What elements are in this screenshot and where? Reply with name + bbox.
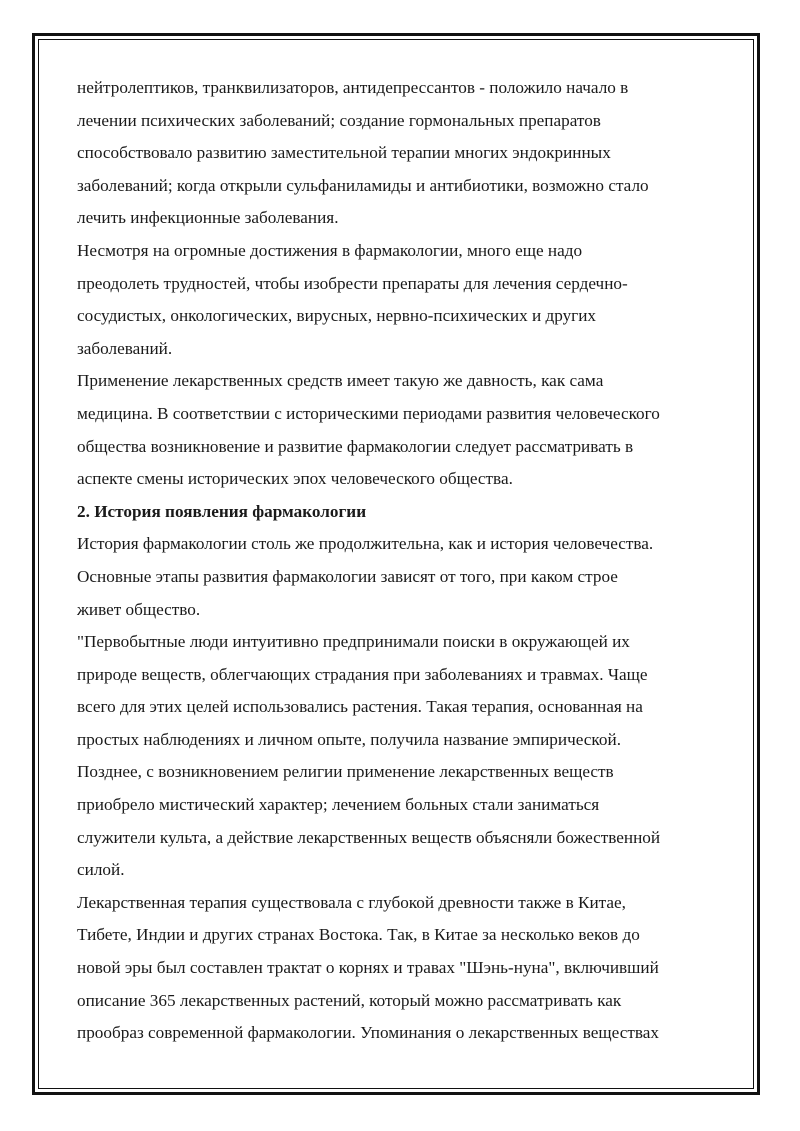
text-line: способствовало развитию заместительной терапии многих эндокринных: [77, 143, 611, 163]
paragraph-eastern-medicine: [77, 887, 727, 1050]
text-line: прообраз современной фармакологии. Упоминания о лекарственных веществах: [77, 1023, 659, 1043]
text-line: заболеваний.: [77, 338, 173, 358]
paragraph-history-overview: [77, 528, 727, 626]
text-line: Применение лекарственных средств имеет такую же давность, как сама: [77, 371, 604, 391]
paragraph-intro-continuation: [77, 72, 727, 235]
text-line: Позднее, с возникновением религии применение лекарственных веществ: [77, 762, 614, 782]
text-line: описание 365 лекарственных растений, который можно рассматривать как: [77, 990, 622, 1010]
section-heading: [77, 496, 727, 529]
text-line: простых наблюдениях и личном опыте, получила название эмпирической.: [77, 729, 621, 749]
text-line: заболеваний; когда открыли сульфаниламиды и антибиотики, возможно стало: [77, 175, 649, 195]
text-line: История фармакологии столь же продолжительна, как и история человечества.: [77, 534, 654, 554]
text-line: живет общество.: [77, 599, 201, 619]
paragraph-achievements: [77, 235, 727, 365]
text-line: природе веществ, облегчающих страдания при заболеваниях и травмах. Чаще: [77, 664, 648, 684]
text-line: новой эры был составлен трактат о корнях и травах "Шэнь-нуна", включивший: [77, 958, 659, 978]
text-line: аспекте смены исторических эпох человеческого общества.: [77, 469, 513, 489]
text-line: лечении психических заболеваний; создание гормональных препаратов: [77, 110, 601, 130]
text-line: Несмотря на огромные достижения в фармакологии, много еще надо: [77, 240, 583, 260]
text-line: лечить инфекционные заболевания.: [77, 208, 339, 228]
paragraph-primitive-people: [77, 626, 727, 887]
text-line: приобрело мистический характер; лечением больных стали заниматься: [77, 795, 600, 815]
text-line: сосудистых, онкологических, вирусных, нервно-психических и других: [77, 306, 597, 326]
text-line: общества возникновение и развитие фармакологии следует рассматривать в: [77, 436, 634, 456]
text-line: Лекарственная терапия существовала с глубокой древности также в Китае,: [77, 892, 626, 912]
section-heading-text: 2. История появления фармакологии: [77, 501, 367, 521]
text-line: "Первобытные люди интуитивно предпринимали поиски в окружающей их: [77, 632, 630, 652]
document-body: [77, 72, 727, 1050]
paragraph-history-medicine: [77, 365, 727, 495]
text-line: нейтролептиков, транквилизаторов, антидепрессантов - положило начало в: [77, 78, 629, 97]
text-line: Тибете, Индии и других странах Востока. Так, в Китае за несколько веков до: [77, 925, 640, 945]
text-line: Основные этапы развития фармакологии зависят от того, при каком строе: [77, 566, 618, 586]
text-line: всего для этих целей использовались растения. Такая терапия, основанная на: [77, 697, 643, 717]
text-line: медицина. В соответствии с историческими периодами развития человеческого: [77, 403, 660, 423]
text-line: преодолеть трудностей, чтобы изобрести препараты для лечения сердечно-: [77, 273, 628, 293]
text-line: служители культа, а действие лекарственных веществ объясняли божественной: [77, 827, 661, 847]
text-line: силой.: [77, 860, 125, 880]
